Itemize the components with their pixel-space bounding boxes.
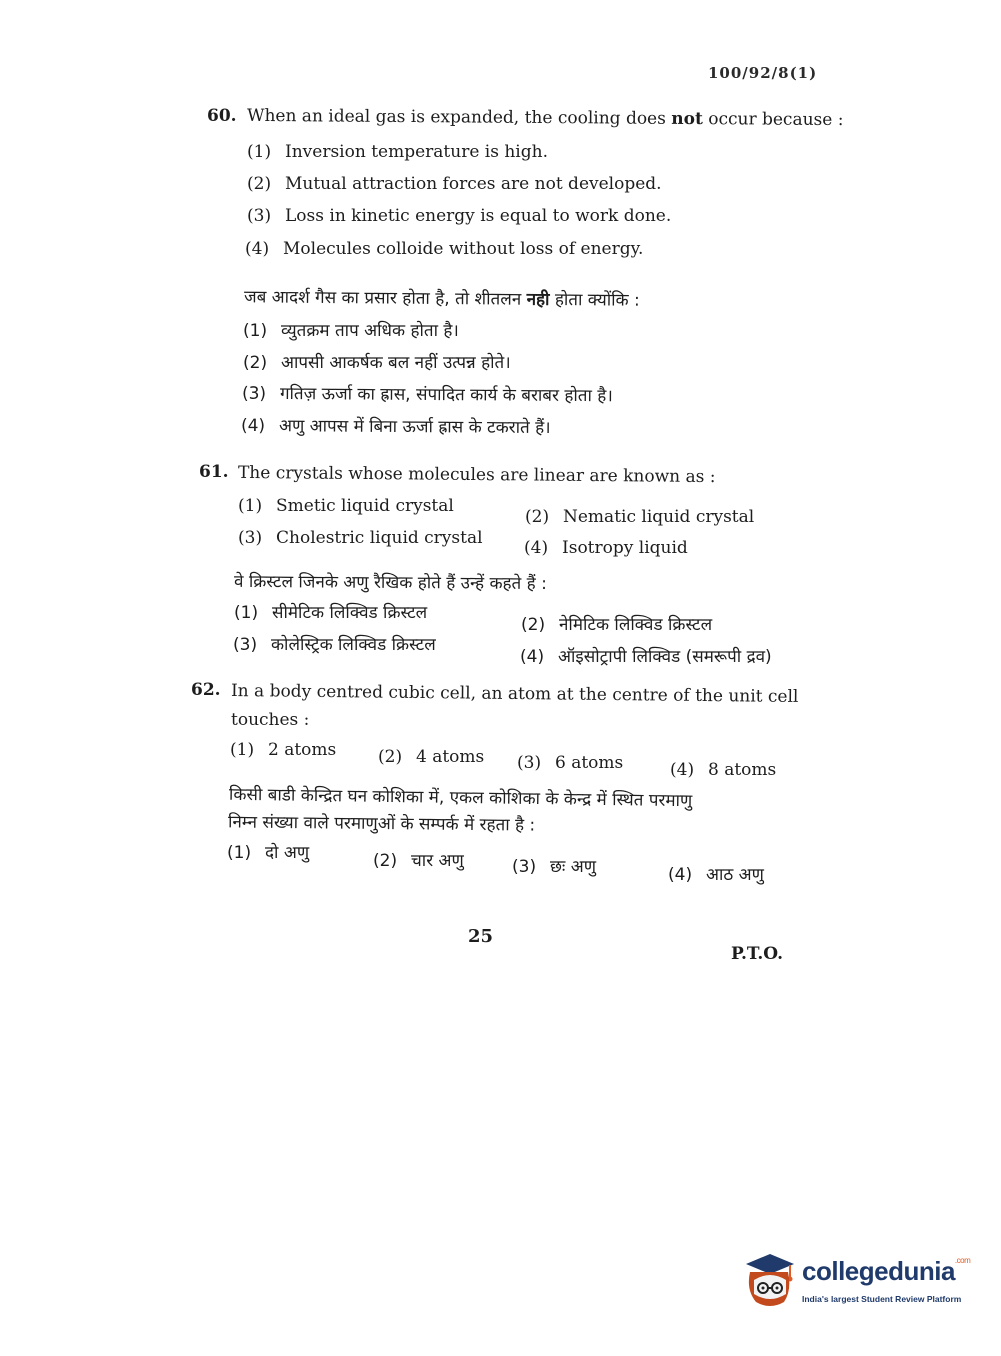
collegedunia-watermark — [740, 1250, 970, 1310]
q60-hindi-option-4: (4) अणु आपस में बिना ऊर्जा ह्रास के टकराते हैं। — [240, 415, 551, 439]
q61-option-2: (2) Nematic liquid crystal — [525, 507, 755, 527]
question-62-text-line1: In a body centred cubic cell, an atom at the centre of the unit cell — [230, 681, 799, 707]
page-number: 25 — [468, 926, 494, 947]
q61-hindi-option-3: (3) कोलेस्ट्रिक लिक्विड क्रिस्टल — [233, 635, 436, 655]
q60-option-1: (1) Inversion temperature is high. — [247, 142, 548, 162]
q60-hindi-option-3: (3) गतिज़ ऊर्जा का ह्रास, संपादित कार्य के बराबर होता है। — [241, 383, 613, 407]
q60-option-4: (4) Molecules colloide without loss of energy. — [245, 239, 644, 259]
collegedunia-tagline: India's largest Student Review Platform — [802, 1294, 962, 1304]
q60-option-2: (2) Mutual attraction forces are not developed. — [247, 174, 662, 194]
question-60-text: When an ideal gas is expanded, the cooling does not occur because : — [246, 105, 844, 131]
q61-hindi-option-1: (1) सीमेटिक लिक्विड क्रिस्टल — [234, 603, 428, 623]
q61-hindi-option-2: (2) नेमिटिक लिक्विड क्रिस्टल — [521, 615, 713, 635]
q61-hindi-option-4: (4) ऑइसोट्रापी लिक्विड (समरूपी द्रव) — [520, 647, 772, 667]
q62-hindi-option-3: (3) छः अणु — [512, 857, 597, 877]
q62-option-3: (3) 6 atoms — [517, 753, 624, 773]
question-62-hindi-line2: निम्न संख्या वाले परमाणुओं के सम्पर्क में रहता है : — [227, 812, 536, 836]
pto-label: P.T.O. — [731, 944, 783, 964]
q62-hindi-option-1: (1) दो अणु — [227, 843, 310, 863]
q60-option-3: (3) Loss in kinetic energy is equal to work done. — [247, 206, 672, 226]
question-60-hindi-text: जब आदर्श गैस का प्रसार होता है, तो शीतलन नही होता क्योंकि : — [243, 287, 640, 311]
q60-hindi-option-2: (2) आपसी आकर्षक बल नहीं उत्पन्न होते। — [243, 353, 511, 373]
q62-hindi-option-2: (2) चार अणु — [373, 851, 464, 871]
q62-option-1: (1) 2 atoms — [230, 740, 337, 760]
question-61-text: The crystals whose molecules are linear are known as : — [237, 462, 716, 488]
q61-option-4: (4) Isotropy liquid — [524, 538, 688, 558]
question-62-text-line2: touches : — [231, 710, 310, 730]
q61-option-3: (3) Cholestric liquid crystal — [238, 528, 483, 548]
question-62-hindi-line1: किसी बाडी केन्द्रित घन कोशिका में, एकल कोशिका के केन्द्र में स्थित परमाणु — [228, 784, 693, 812]
question-61-hindi-text: वे क्रिस्टल जिनके अणु रैखिक होते हैं उन्हें कहते हैं : — [233, 571, 547, 595]
question-60-number: 60. — [207, 106, 237, 126]
question-61-number: 61. — [199, 462, 229, 482]
q62-option-4: (4) 8 atoms — [670, 760, 777, 780]
question-62-number: 62. — [191, 680, 221, 700]
collegedunia-brand: collegedunia$^{.com}$ — [802, 1256, 971, 1286]
collegedunia-mascot-icon — [740, 1250, 798, 1310]
q62-option-2: (2) 4 atoms — [378, 747, 485, 767]
q62-hindi-option-4: (4) आठ अणु — [668, 865, 764, 885]
paper-code: 100/92/8(1) — [708, 64, 818, 82]
q61-option-1: (1) Smetic liquid crystal — [238, 496, 454, 516]
q60-hindi-option-1: (1) व्युतक्रम ताप अधिक होता है। — [243, 321, 459, 341]
